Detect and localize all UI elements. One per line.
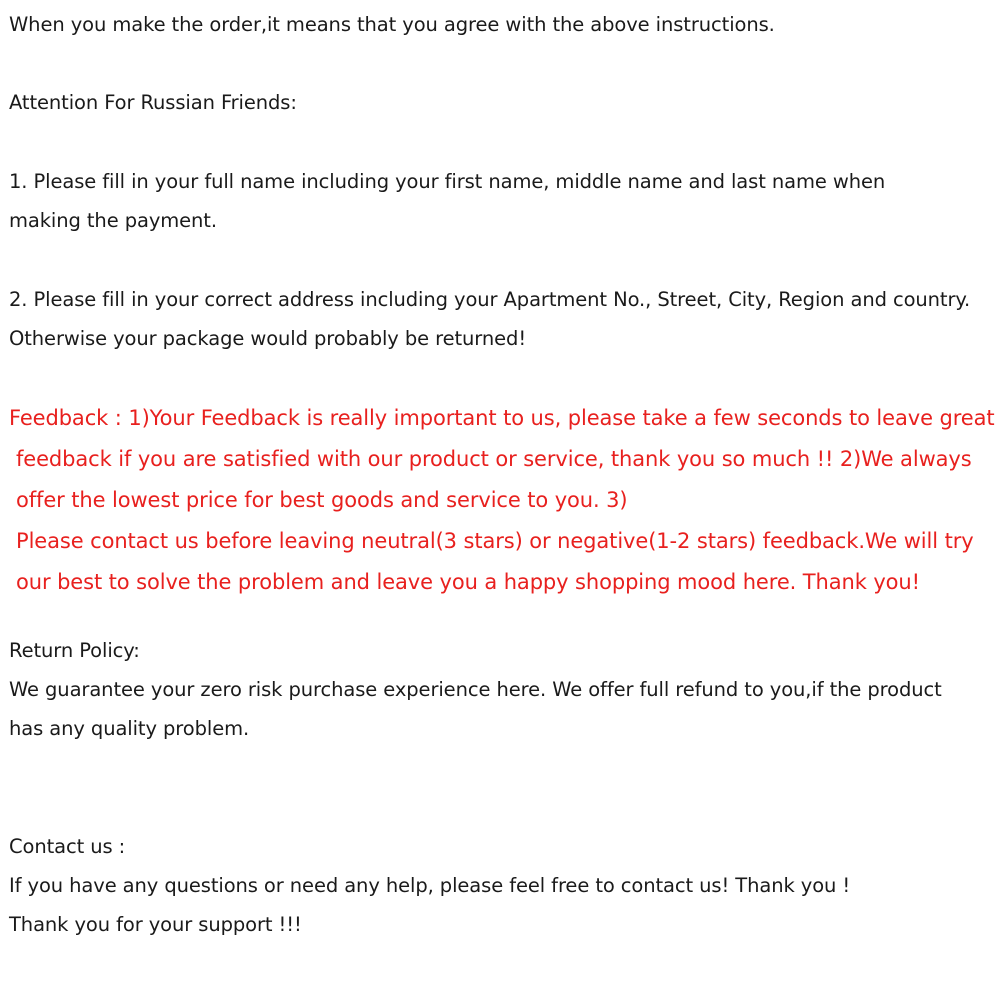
russian-item2-line1: 2. Please fill in your correct address including your Apartment No., Street, City, Region and country.: [9, 288, 971, 311]
return-policy-line1: We guarantee your zero risk purchase experience here. We offer full refund to you,if the product: [9, 678, 942, 701]
russian-item1-line2: making the payment.: [9, 209, 217, 232]
contact-line2: Thank you for your support !!!: [9, 913, 302, 936]
agreement-text: When you make the order,it means that you agree with the above instructions.: [9, 13, 775, 36]
return-policy-line2: has any quality problem.: [9, 717, 250, 740]
russian-item1-line1: 1. Please fill in your full name including your first name, middle name and last name when: [9, 170, 886, 193]
contact-line1: If you have any questions or need any help, please feel free to contact us! Thank you !: [9, 874, 851, 897]
feedback-line1: Feedback : 1)Your Feedback is really important to us, please take a few seconds to leave great: [9, 406, 995, 430]
contact-heading: Contact us :: [9, 835, 126, 858]
feedback-line5: our best to solve the problem and leave you a happy shopping mood here. Thank you!: [16, 570, 920, 594]
feedback-line4: Please contact us before leaving neutral(3 stars) or negative(1-2 stars) feedback.We will try: [16, 529, 974, 553]
russian-friends-heading: Attention For Russian Friends:: [9, 91, 297, 114]
feedback-line3: offer the lowest price for best goods and service to you. 3): [16, 488, 628, 512]
feedback-line2: feedback if you are satisfied with our product or service, thank you so much !! 2)We always: [16, 447, 972, 471]
russian-item2-line2: Otherwise your package would probably be returned!: [9, 327, 527, 350]
return-policy-heading: Return Policy:: [9, 639, 140, 662]
